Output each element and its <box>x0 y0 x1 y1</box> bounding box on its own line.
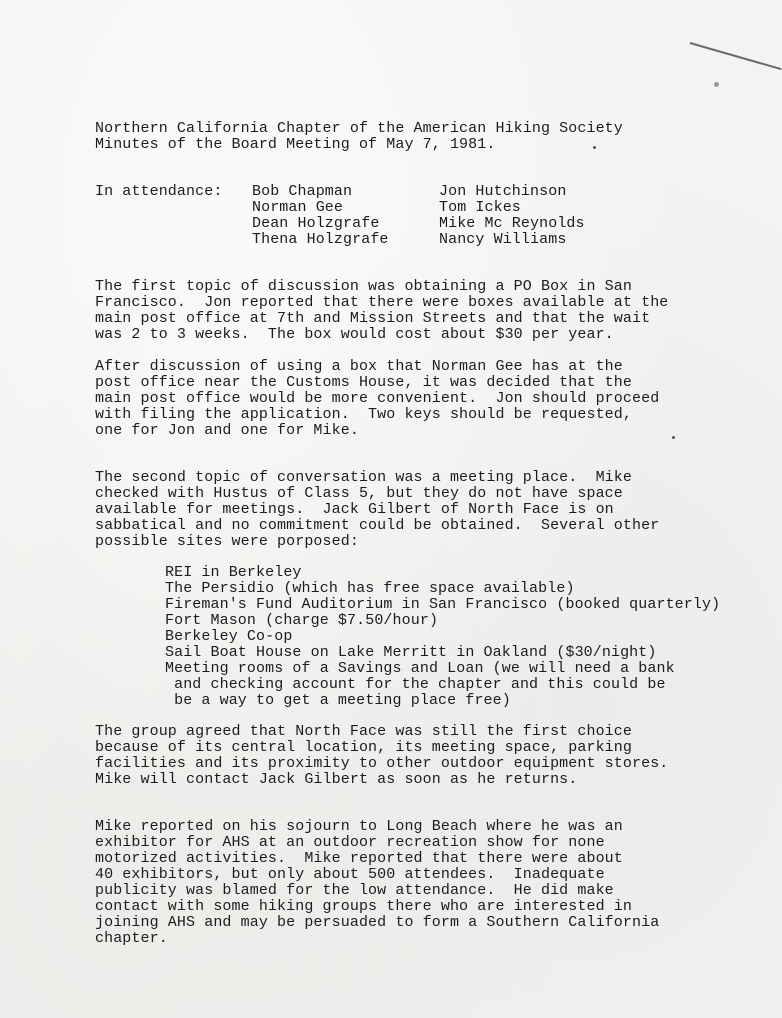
paragraph-line: post office near the Customs House, it was decided that the <box>95 374 632 391</box>
attendee: Thena Holzgrafe <box>252 231 389 248</box>
paragraph-line: with filing the application. Two keys should be requested, <box>95 406 632 423</box>
site-item: be a way to get a meeting place free) <box>165 692 511 709</box>
document-title: Northern California Chapter of the American Hiking Society <box>95 120 623 137</box>
attendee: Norman Gee <box>252 199 344 216</box>
speck <box>593 146 596 149</box>
paragraph-line: checked with Hustus of Class 5, but they do not have space <box>95 485 623 502</box>
site-item: Berkeley Co-op <box>165 628 293 645</box>
paragraph-line: Francisco. Jon reported that there were boxes available at the <box>95 294 669 311</box>
paragraph-line: publicity was blamed for the low attendance. He did make <box>95 882 614 899</box>
pen-mark <box>690 42 782 70</box>
paragraph-line: sabbatical and no commitment could be obtained. Several other <box>95 517 660 534</box>
attendee: Nancy Williams <box>439 231 567 248</box>
paragraph-line: motorized activities. Mike reported that there were about <box>95 850 623 867</box>
paragraph-line: main post office would be more convenient. Jon should proceed <box>95 390 660 407</box>
attendee: Mike Mc Reynolds <box>439 215 585 232</box>
paragraph-line: The group agreed that North Face was still the first choice <box>95 723 632 740</box>
attendee: Bob Chapman <box>252 183 353 200</box>
paragraph-line: Mike will contact Jack Gilbert as soon as he returns. <box>95 771 578 788</box>
paragraph-line: After discussion of using a box that Norman Gee has at the <box>95 358 623 375</box>
speck <box>672 436 675 439</box>
site-item: The Persidio (which has free space available) <box>165 580 575 597</box>
paragraph-line: The second topic of conversation was a meeting place. Mike <box>95 469 632 486</box>
paragraph-line: one for Jon and one for Mike. <box>95 422 359 439</box>
paragraph-line: chapter. <box>95 930 168 947</box>
document-subtitle: Minutes of the Board Meeting of May 7, 1981. <box>95 136 496 153</box>
paragraph-line: joining AHS and may be persuaded to form a Southern California <box>95 914 660 931</box>
attendee: Jon Hutchinson <box>439 183 567 200</box>
site-item: REI in Berkeley <box>165 564 302 581</box>
paragraph-line: was 2 to 3 weeks. The box would cost about $30 per year. <box>95 326 614 343</box>
paragraph-line: available for meetings. Jack Gilbert of North Face is on <box>95 501 614 518</box>
paragraph-line: The first topic of discussion was obtaining a PO Box in San <box>95 278 632 295</box>
paragraph-line: exhibitor for AHS at an outdoor recreation show for none <box>95 834 605 851</box>
site-item: Fireman's Fund Auditorium in San Francisco (booked quarterly) <box>165 596 721 613</box>
site-item: Sail Boat House on Lake Merritt in Oakland ($30/night) <box>165 644 657 661</box>
paragraph-line: because of its central location, its meeting space, parking <box>95 739 632 756</box>
attendee: Tom Ickes <box>439 199 521 216</box>
site-item: Meeting rooms of a Savings and Loan (we will need a bank <box>165 660 675 677</box>
paragraph-line: main post office at 7th and Mission Streets and that the wait <box>95 310 651 327</box>
paragraph-line: possible sites were porposed: <box>95 533 359 550</box>
paragraph-line: Mike reported on his sojourn to Long Beach where he was an <box>95 818 623 835</box>
paragraph-line: contact with some hiking groups there who are interested in <box>95 898 632 915</box>
attendance-label: In attendance: <box>95 183 223 200</box>
site-item: Fort Mason (charge $7.50/hour) <box>165 612 439 629</box>
paragraph-line: 40 exhibitors, but only about 500 attendees. Inadequate <box>95 866 605 883</box>
speck <box>714 82 719 87</box>
paragraph-line: facilities and its proximity to other outdoor equipment stores. <box>95 755 669 772</box>
site-item: and checking account for the chapter and this could be <box>165 676 666 693</box>
attendee: Dean Holzgrafe <box>252 215 380 232</box>
